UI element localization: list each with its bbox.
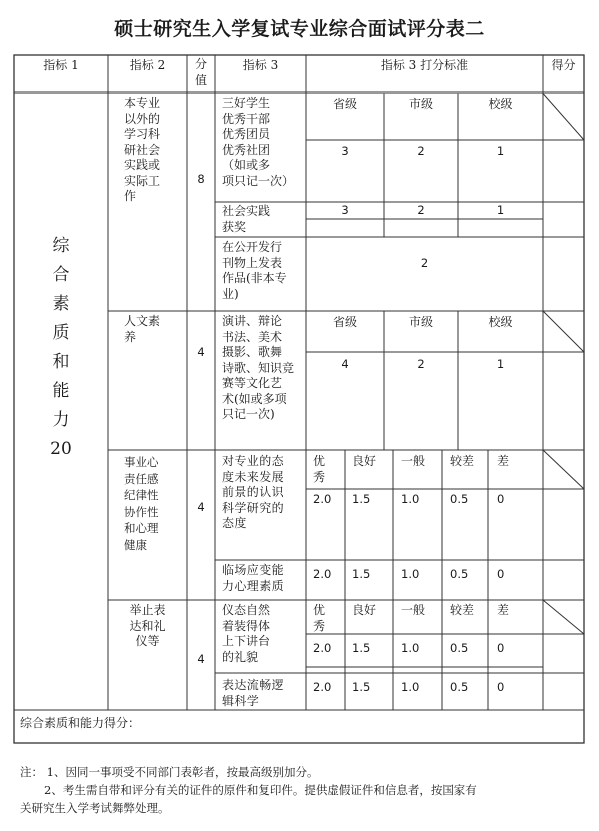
grade-bad: 差 <box>497 454 510 468</box>
value-cell: 3 <box>341 203 349 217</box>
value-cell: 2 <box>417 357 425 371</box>
item-attitude: 对专业的态 度未来发展 前景的认识 科学研究的 态度 <box>222 454 285 530</box>
value-cell: 2.0 <box>313 680 332 694</box>
grade-good: 良好 <box>352 603 377 617</box>
group-score: 8 <box>197 172 205 186</box>
value-cell: 0 <box>497 567 505 581</box>
value-cell: 2 <box>417 144 425 158</box>
header-indicator-3: 指标 3 <box>242 58 279 72</box>
value-cell: 0.5 <box>450 641 469 655</box>
item-social-practice: 社会实践 获奖 <box>222 204 271 234</box>
group-score: 4 <box>197 652 205 666</box>
value-cell: 1.5 <box>352 680 371 694</box>
value-cell: 1.5 <box>352 567 371 581</box>
item-appearance: 仪态自然 着装得体 上下讲台 的礼貌 <box>222 603 271 664</box>
note-line-3: 关研究生入学考试舞弊处理。 <box>20 801 170 815</box>
value-cell: 0.5 <box>450 567 469 581</box>
note-line-2: 2、考生需自带和评分有关的证件的原件和复印件。提供虚假证件和信息者，按国家有 <box>44 783 477 797</box>
item-honors: 三好学生 优秀干部 优秀团员 优秀社团 （如或多 项只记一次） <box>222 96 295 188</box>
item-expression: 表达流畅逻 辑科学 <box>222 678 285 708</box>
level-provincial: 省级 <box>332 315 357 329</box>
level-city: 市级 <box>408 97 433 111</box>
header-indicator-2: 指标 2 <box>129 58 166 72</box>
page-title: 硕士研究生入学复试专业综合面试评分表二 <box>114 18 485 40</box>
note-line-1: 注： 1、因同一事项受不同部门表彰者，按最高级别加分。 <box>20 765 319 779</box>
group-score: 4 <box>197 345 205 359</box>
group-name-extracurricular: 本专业 以外的 学习科 研社会 实践或 实际工 作 <box>124 96 161 203</box>
value-cell: 1.0 <box>401 567 420 581</box>
category-comprehensive-quality: 综 合 素 质 和 能 力 20 <box>50 236 72 459</box>
value-cell: 3 <box>341 144 349 158</box>
value-cell: 2.0 <box>313 641 332 655</box>
value-cell: 1 <box>496 203 505 217</box>
value-cell: 1.5 <box>352 641 371 655</box>
grade-bad: 差 <box>497 603 510 617</box>
value-cell: 4 <box>341 357 349 371</box>
item-publication: 在公开发行 刊物上发表 作品(非本专 业) <box>222 240 287 301</box>
header-score-value: 分 值 <box>194 57 207 87</box>
grade-excellent: 优 秀 <box>313 454 326 484</box>
level-school: 校级 <box>488 315 513 329</box>
item-adaptability: 临场应变能 力心理素质 <box>222 563 285 593</box>
level-school: 校级 <box>488 97 513 111</box>
level-provincial: 省级 <box>332 97 357 111</box>
group-score: 4 <box>197 500 205 514</box>
value-cell: 1.0 <box>401 641 420 655</box>
value-cell: 1 <box>496 144 505 158</box>
group-name-manners: 举止表 达和礼 仪等 <box>129 603 166 648</box>
header-indicator-1: 指标 1 <box>43 58 79 72</box>
value-cell: 2 <box>420 256 429 270</box>
group-name-responsibility: 事业心 责任感 纪律性 协作性 和心理 健康 <box>124 455 159 552</box>
value-cell: 0 <box>497 492 505 506</box>
value-cell: 1.0 <box>401 680 420 694</box>
header-score: 得分 <box>551 58 576 72</box>
grade-poor: 较差 <box>450 603 475 617</box>
group-name-humanities: 人文素 养 <box>124 314 161 344</box>
value-cell: 1 <box>496 357 505 371</box>
value-cell: 0 <box>497 680 505 694</box>
grade-poor: 较差 <box>450 454 475 468</box>
value-cell: 0.5 <box>450 492 469 506</box>
value-cell: 2 <box>417 203 425 217</box>
total-score-label: 综合素质和能力得分： <box>20 716 141 730</box>
value-cell: 2.0 <box>313 492 332 506</box>
grade-average: 一般 <box>401 603 426 617</box>
value-cell: 1.0 <box>401 492 420 506</box>
value-cell: 0 <box>497 641 505 655</box>
grade-average: 一般 <box>401 454 426 468</box>
level-city: 市级 <box>408 315 433 329</box>
value-cell: 2.0 <box>313 567 332 581</box>
header-scoring-standard: 指标 3 打分标准 <box>380 58 469 72</box>
grade-good: 良好 <box>352 454 377 468</box>
value-cell: 0.5 <box>450 680 469 694</box>
grade-excellent: 优 秀 <box>313 603 326 633</box>
value-cell: 1.5 <box>352 492 371 506</box>
item-arts: 演讲、辩论 书法、美术 摄影、歌舞 诗歌、知识竞 赛等文化艺 术(如或多项 只记一次) <box>222 314 295 421</box>
